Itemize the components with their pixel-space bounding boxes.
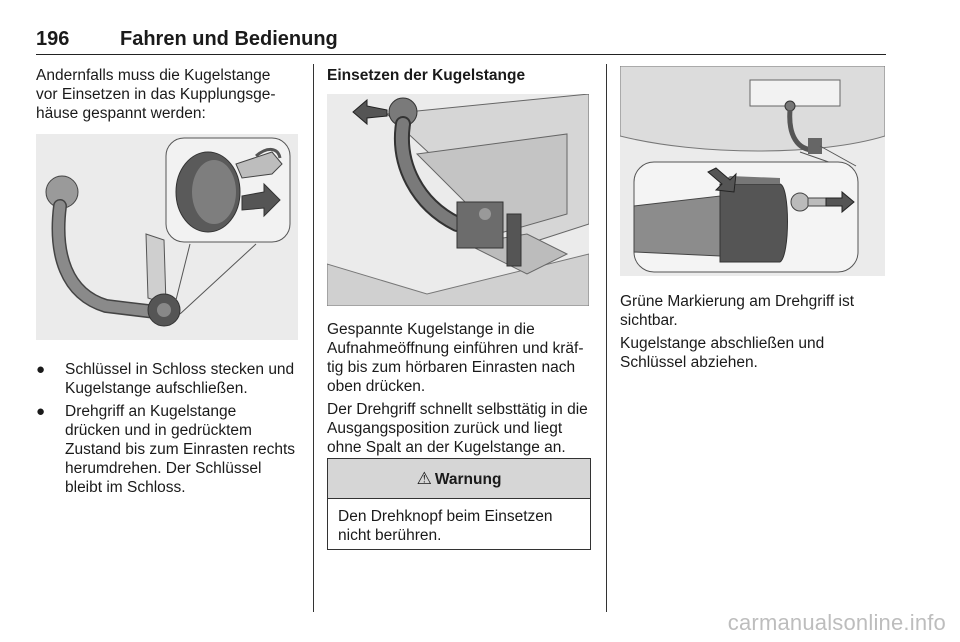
bullet-text: Drehgriff an Kugelstange drücken und in gedrücktem Zustand bis zum Einrasten rechts herumdrehen. Der Schlüssel bleibt im Schloss.	[65, 403, 296, 496]
warning-icon: ⚠	[416, 469, 432, 488]
column-divider-left	[313, 64, 314, 612]
instruction-paragraph: Kugelstange abschließen und Schlüssel abziehen.	[620, 335, 825, 371]
bullet-symbol: ●	[36, 403, 46, 420]
bullet-text: Schlüssel in Schloss stecken und Kugelstange aufschließen.	[65, 361, 295, 397]
chapter-title: Fahren und Bedienung	[120, 28, 338, 50]
watermark: carmanualsonline.info	[727, 610, 946, 635]
section-heading: Einsetzen der Kugelstange	[327, 67, 526, 84]
instruction-paragraph: Gespannte Kugelstange in die Aufnahmeöffnung einführen und kräf- tig bis zum hörbaren Einrasten nach oben drücken.	[327, 321, 584, 395]
warning-header	[328, 459, 590, 499]
bullet-item	[36, 360, 306, 400]
page-header	[36, 28, 886, 55]
warning-body: Den Drehknopf beim Einsetzen nicht berühren.	[338, 508, 553, 544]
bullet-symbol: ●	[36, 361, 46, 378]
illustration-insert-towbar	[327, 94, 589, 306]
illustration-unlock-towbar	[36, 134, 298, 340]
bullet-item	[36, 402, 306, 498]
warning-box	[327, 458, 591, 550]
instruction-paragraph: Der Drehgriff schnellt selbsttätig in die Ausgangsposition zurück und liegt ohne Spalt an der Kugelstange an.	[327, 401, 588, 456]
column-divider-right	[606, 64, 607, 612]
instruction-paragraph: Grüne Markierung am Drehgriff ist sichtbar.	[620, 293, 855, 329]
page-number: 196	[36, 28, 70, 50]
intro-paragraph: Andernfalls muss die Kugelstange vor Einsetzen in das Kupplungsge- häuse gespannt werden:	[36, 67, 276, 122]
illustration-green-marking	[620, 66, 885, 276]
warning-title: Warnung	[434, 471, 502, 488]
